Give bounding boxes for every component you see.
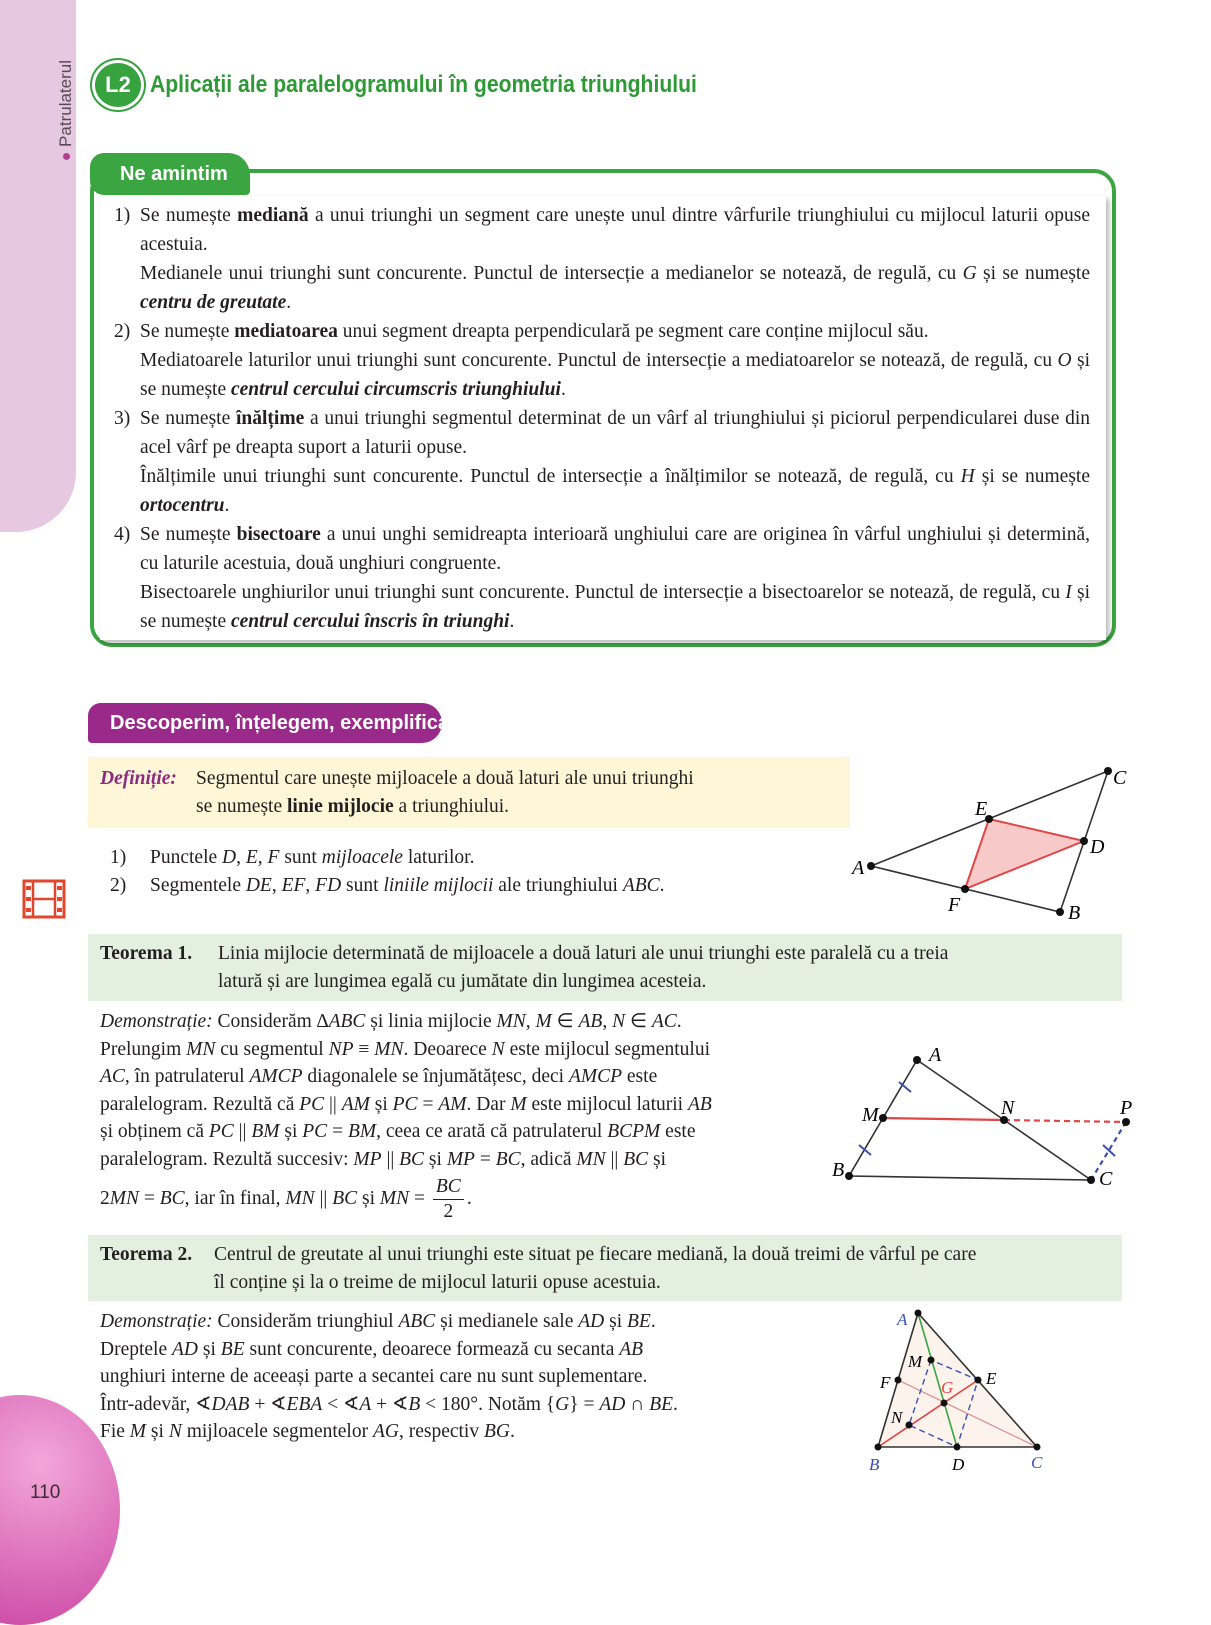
label-n: N — [1001, 1097, 1015, 1119]
label-f: F — [948, 894, 961, 916]
proof-line: paralelogram. Rezultă succesiv: MP || BC și MP = BC, adică MN || BC și — [100, 1148, 667, 1170]
item-number: 1) — [114, 205, 131, 226]
lesson-header — [92, 60, 771, 110]
definition-notes — [110, 844, 665, 900]
label-n: N — [891, 1408, 903, 1427]
item-paragraph: Se numește înălțime a unui triunghi segmentul determinat de un vârf al triunghiului și piciorul perpendicularei duse din acel vârf pe dreapta suport a laturii opuse. — [140, 408, 1091, 458]
label-m: M — [862, 1104, 879, 1126]
label-a: A — [929, 1044, 942, 1066]
definition-note: 2) Segmentele DE, EF, FD sunt liniile mijlocii ale triunghiului ABC. — [110, 875, 665, 896]
proof-line: 2MN = BC, iar în final, MN || BC și MN = $\frac{BC}{2}$ . — [100, 1176, 472, 1222]
label-c: C — [1031, 1453, 1043, 1472]
proof-line: Într-adevăr, ∢DAB + ∢EBA < ∢A + ∢B < 180°. Notăm {G} = AD ∩ BE. — [100, 1393, 678, 1415]
proof-theorem-2 — [100, 1308, 678, 1446]
label-p: P — [1120, 1097, 1133, 1119]
label-g: G — [941, 1378, 954, 1397]
proof-theorem-1 — [100, 1008, 712, 1224]
label-d: D — [952, 1455, 965, 1474]
definition-line-1: Segmentul care unește mijloacele a două laturi ale unui triunghi — [196, 768, 694, 789]
item-paragraph: Mediatoarele laturilor unui triunghi sunt concurente. Punctul de intersecție a mediatoarelor se notează, de regulă, cu O și se numește centrul cercului circumscris triunghiului. — [140, 350, 1090, 400]
label-f: F — [880, 1373, 891, 1392]
proof-line: Demonstrație: Considerăm ∆ABC și linia mijlocie MN, M ∈ AB, N ∈ AC. — [100, 1011, 682, 1032]
medial-triangle-def — [965, 819, 1084, 889]
item-paragraph: Se numește mediatoarea unui segment dreapta perpendiculară pe segment care conține mijlocul său. — [140, 321, 929, 342]
remember-item — [114, 201, 1090, 317]
label-a: A — [897, 1310, 908, 1329]
theorem-2-label: Teorema 2. — [100, 1244, 193, 1265]
item-number: 3) — [114, 408, 131, 429]
midline-mn — [883, 1118, 1004, 1120]
remember-content — [114, 201, 1090, 636]
remember-item — [114, 404, 1090, 520]
label-e: E — [975, 798, 988, 820]
figure-centroid — [860, 1305, 1060, 1480]
item-number: 4) — [114, 524, 131, 545]
remember-item — [114, 520, 1090, 636]
bullet-dot-icon — [63, 153, 70, 160]
proof-line: Dreptele AD și BE sunt concurente, deoarece formează cu secanta AB — [100, 1338, 644, 1360]
theorem-2: Teorema 2. Centrul de greutate al unui triunghi este situat pe fiecare mediană, la două treimi de vârful pe care îl conține și la o treime de mijlocul laturii opuse acestuia. — [88, 1235, 1122, 1301]
page-number: 110 — [30, 1482, 61, 1503]
lesson-title: Aplicații ale paralelogramului în geometria triunghiului — [150, 71, 697, 98]
label-b: B — [1068, 902, 1081, 924]
theorem-1: Teorema 1. Linia mijlocie determinată de mijloacele a două laturi ale unui triunghi este paralelă cu a treia latură și are lungimea egală cu jumătate din lungimea acesteia. — [88, 934, 1122, 1001]
label-a: A — [852, 857, 865, 879]
item-number: 2) — [114, 321, 131, 342]
item-paragraph: Medianele unui triunghi sunt concurente. Punctul de intersecție a medianelor se notează, de regulă, cu G și se numește centru de greutate. — [140, 263, 1091, 313]
chapter-side-label: Patrulaterul — [56, 60, 76, 160]
film-strip-icon[interactable] — [22, 879, 66, 919]
section-title: Descoperim, înțelegem, exemplificăm — [88, 703, 442, 743]
proof-line: și obținem că PC || BM și PC = BM, ceea ce arată că patrulaterul BCPM este — [100, 1121, 696, 1142]
proof-line: Prelungim MN cu segmentul NP ≡ MN. Deoarece N este mijlocul segmentului — [100, 1038, 710, 1060]
label-b: B — [869, 1455, 880, 1474]
label-c: C — [1099, 1168, 1113, 1190]
fraction: $\frac{BC}{2}$ — [433, 1175, 464, 1224]
item-paragraph: Se numește bisectoare a unui unghi semidreapta interioară unghiului care are originea în vârful unghiului și determină, cu laturile acestuia, două unghiuri congruente. — [140, 524, 1090, 574]
label-e: E — [986, 1369, 997, 1388]
item-paragraph: Înălțimile unui triunghi sunt concurente. Punctul de intersecție a înălțimilor se notează, de regulă, cu H și se numește ortocentru. — [140, 466, 1090, 516]
definition-label: Definiție: — [100, 768, 177, 789]
definition-box — [88, 757, 850, 828]
item-paragraph: Bisectoarele unghiurilor unui triunghi sunt concurente. Punctul de intersecție a bisectoarelor se notează, de regulă, cu I și se numește centrul cercului înscris în triunghi. — [140, 582, 1090, 632]
figure-midline-triangle — [845, 760, 1135, 925]
label-m: M — [908, 1352, 923, 1371]
label-b: B — [832, 1159, 845, 1181]
definition-note: 1) Punctele D, E, F sunt mijloacele laturilor. — [110, 847, 475, 868]
proof-line: paralelogram. Rezultă că PC || AM și PC = AM. Dar M este mijlocul laturii AB — [100, 1093, 712, 1115]
label-c: C — [1113, 767, 1127, 789]
remember-tab: Ne amintim — [90, 153, 250, 195]
item-paragraph: Se numește mediană a unui triunghi un segment care unește unul dintre vârfurile triunghiului cu mijlocul laturii opuse acestuia. — [140, 205, 1091, 255]
proof-line: Demonstrație: Considerăm triunghiul ABC și medianele sale AD și BE. — [100, 1311, 656, 1332]
remember-item — [114, 317, 1090, 404]
proof-line: Fie M și N mijloacele segmentelor AG, respectiv BG. — [100, 1421, 515, 1442]
lesson-badge: L2 — [92, 60, 144, 110]
extension-np — [1004, 1120, 1126, 1122]
definition-line-2: se numește linie mijlocie a triunghiului. — [196, 796, 510, 817]
proof-line: AC, în patrulaterul AMCP diagonalele se înjumătățesc, deci AMCP este — [100, 1066, 658, 1087]
figure-parallelogram-proof — [825, 1042, 1145, 1192]
proof-line: unghiuri interne de aceeași parte a secantei care nu sunt suplementare. — [100, 1366, 648, 1387]
theorem-1-label: Teorema 1. — [100, 943, 193, 964]
label-d: D — [1090, 836, 1105, 858]
